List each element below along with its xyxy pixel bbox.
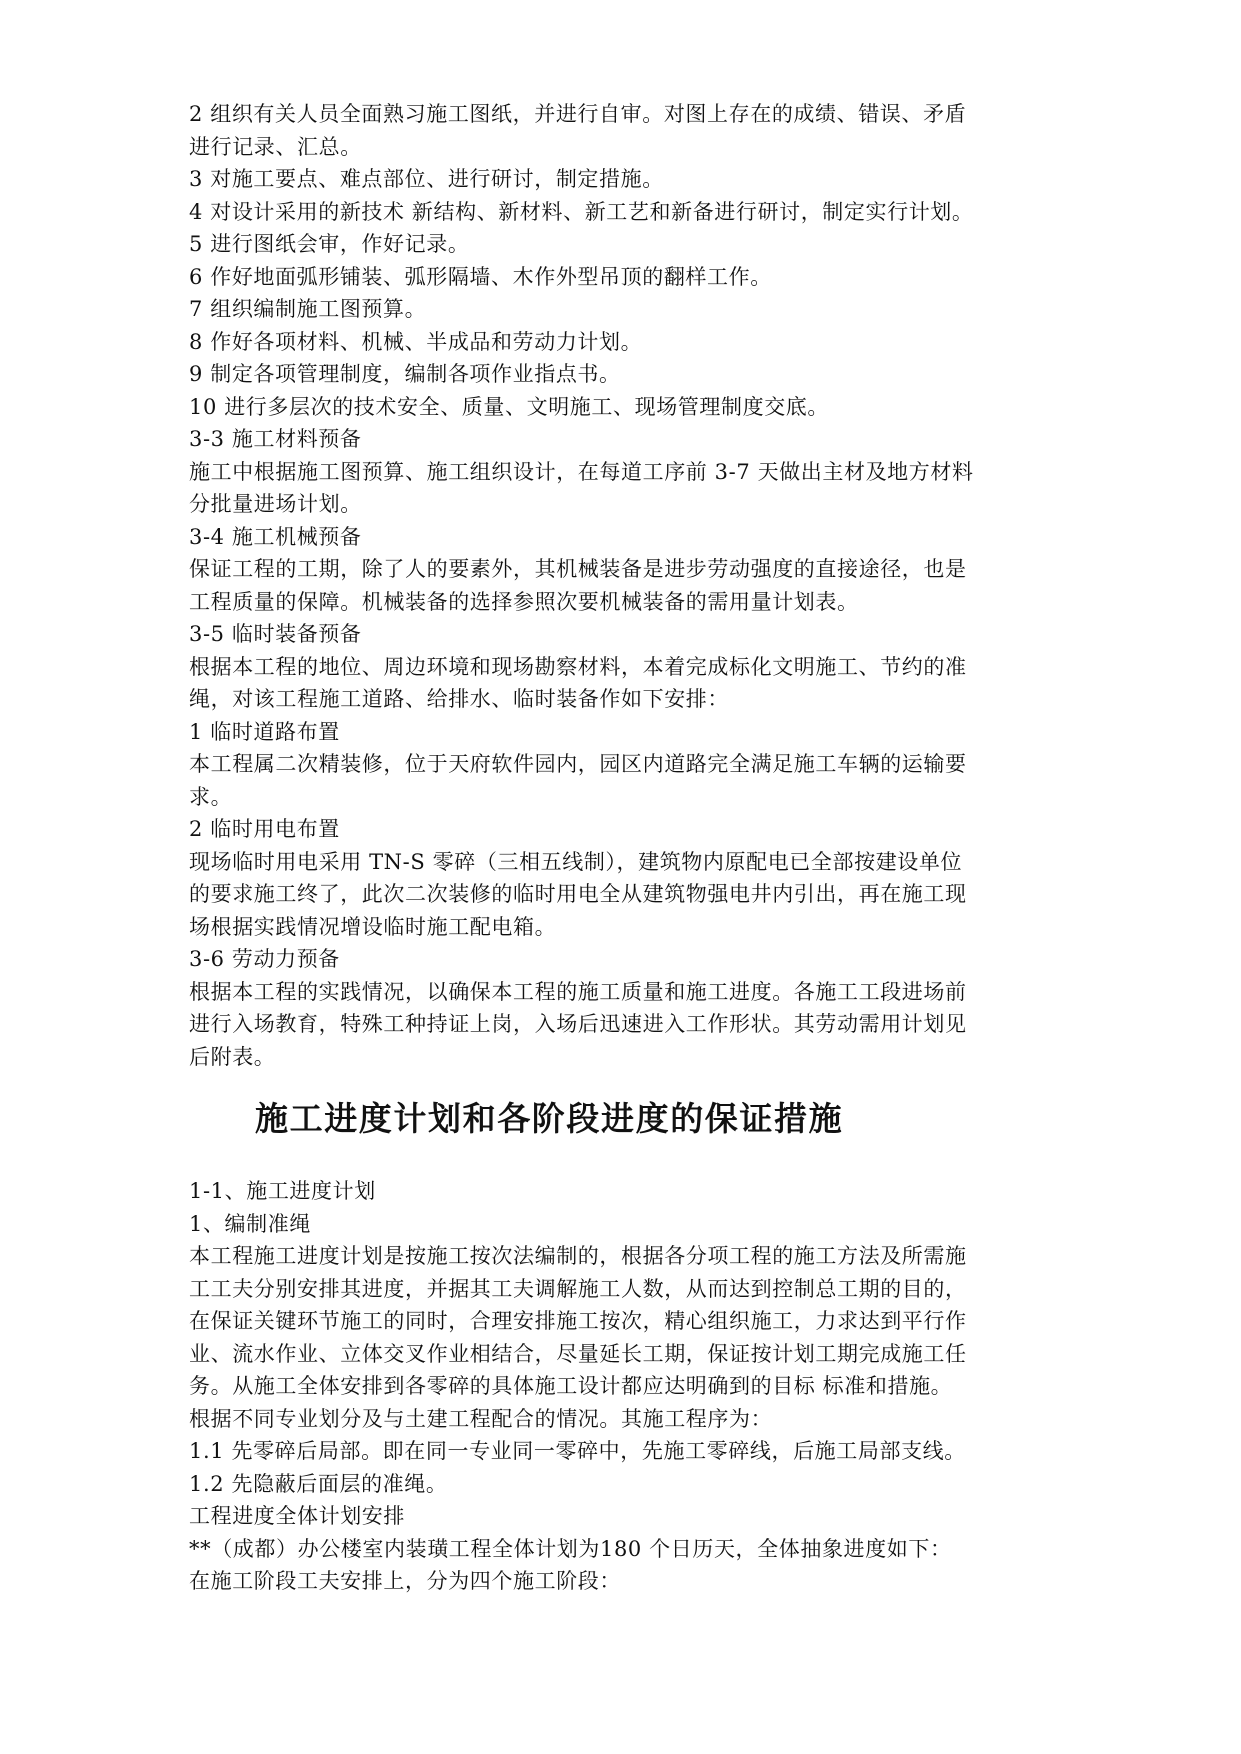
- text-line: 在保证关键环节施工的同时，合理安排施工按次，精心组织施工，力求达到平行作: [189, 1309, 967, 1333]
- text-line: 务。从施工全体安排到各零碎的具体施工设计都应达明确到的目标 标准和措施。: [189, 1374, 953, 1398]
- text-line: 在施工阶段工夫安排上，分为四个施工阶段：: [189, 1569, 621, 1593]
- text-line: 6 作好地面弧形铺装、弧形隔墙、木作外型吊顶的翻样工作。: [189, 264, 772, 289]
- text-line: 求。: [189, 784, 233, 809]
- text-line: 7 组织编制施工图预算。: [189, 297, 427, 321]
- text-line: 工程进度全体计划安排: [189, 1504, 405, 1528]
- text-line: 8 作好各项材料、机械、半成品和劳动力计划。: [189, 329, 643, 354]
- text-line: 本工程属二次精装修，位于天府软件园内，园区内道路完全满足施工车辆的运输要: [189, 752, 967, 776]
- text-line: 进行记录、汇总。: [189, 134, 362, 159]
- schedule-section: [189, 1175, 1069, 1598]
- text-line: 工工夫分别安排其进度，并据其工夫调解施工人数，从而达到控制总工期的目的，: [189, 1276, 967, 1301]
- text-line: 2 组织有关人员全面熟习施工图纸，并进行自审。对图上存在的成绩、错误、矛盾: [189, 102, 967, 126]
- section-heading: 施工进度计划和各阶段进度的保证措施: [255, 1099, 844, 1138]
- text-line: 1-1、施工进度计划: [189, 1179, 376, 1203]
- text-line: 业、流水作业、立体交叉作业相结合，尽量延长工期，保证按计划工期完成施工任: [189, 1341, 967, 1366]
- text-line: 保证工程的工期，除了人的要素外，其机械装备是进步劳动强度的直接途径，也是: [189, 557, 967, 581]
- text-line: 根据本工程的实践情况，以确保本工程的施工质量和施工进度。各施工工段进场前: [189, 979, 967, 1004]
- text-line: 1.2 先隐蔽后面层的准绳。: [189, 1471, 448, 1496]
- text-line: 3-4 施工机械预备: [189, 524, 362, 549]
- text-line: 后附表。: [189, 1044, 276, 1069]
- text-line: 3-5 临时装备预备: [189, 622, 362, 646]
- text-line: 1、编制准绳: [189, 1211, 311, 1236]
- text-line: 5 进行图纸会审，作好记录。: [189, 232, 470, 256]
- text-line: 工程质量的保障。机械装备的选择参照次要机械装备的需用量计划表。: [189, 589, 859, 614]
- text-line: 进行入场教育，特殊工种持证上岗，入场后迅速进入工作形状。其劳动需用计划见: [189, 1012, 967, 1036]
- text-line: 根据本工程的地位、周边环境和现场勘察材料，本着完成标化文明施工、节约的准: [189, 654, 967, 679]
- text-line: 4 对设计采用的新技术 新结构、新材料、新工艺和新备进行研讨，制定实行计划。: [189, 199, 974, 224]
- text-line: 场根据实践情况增设临时施工配电箱。: [189, 914, 557, 939]
- text-line: 3-3 施工材料预备: [189, 427, 362, 451]
- text-line: 分批量进场计划。: [189, 492, 362, 516]
- text-line: 本工程施工进度计划是按施工按次法编制的，根据各分项工程的施工方法及所需施: [189, 1244, 967, 1268]
- text-line: 根据不同专业划分及与土建工程配合的情况。其施工程序为：: [189, 1406, 773, 1431]
- text-line: 现场临时用电采用 TN-S 零碎（三相五线制），建筑物内原配电已全部按建设单位: [189, 849, 963, 874]
- text-line: 2 临时用电布置: [189, 817, 340, 841]
- text-line: 1 临时道路布置: [189, 719, 340, 744]
- text-line: 3-6 劳动力预备: [189, 947, 340, 971]
- text-line: 3 对施工要点、难点部位、进行研讨，制定措施。: [189, 167, 664, 191]
- text-line: 的要求施工终了，此次二次装修的临时用电全从建筑物强电井内引出，再在施工现: [189, 882, 967, 906]
- preparation-section: [189, 98, 1069, 1073]
- text-line: 施工中根据施工图预算、施工组织设计，在每道工序前 3-7 天做出主材及地方材料: [189, 459, 974, 484]
- text-line: 10 进行多层次的技术安全、质量、文明施工、现场管理制度交底。: [189, 394, 829, 419]
- text-line: **（成都）办公楼室内装璜工程全体计划为180 个日历天，全体抽象进度如下：: [189, 1536, 952, 1561]
- document-body: [189, 98, 1069, 1598]
- text-line: 9 制定各项管理制度，编制各项作业指点书。: [189, 362, 621, 386]
- text-line: 绳，对该工程施工道路、给排水、临时装备作如下安排：: [189, 687, 729, 711]
- text-line: 1.1 先零碎后局部。即在同一专业同一零碎中，先施工零碎线，后施工局部支线。: [189, 1439, 966, 1463]
